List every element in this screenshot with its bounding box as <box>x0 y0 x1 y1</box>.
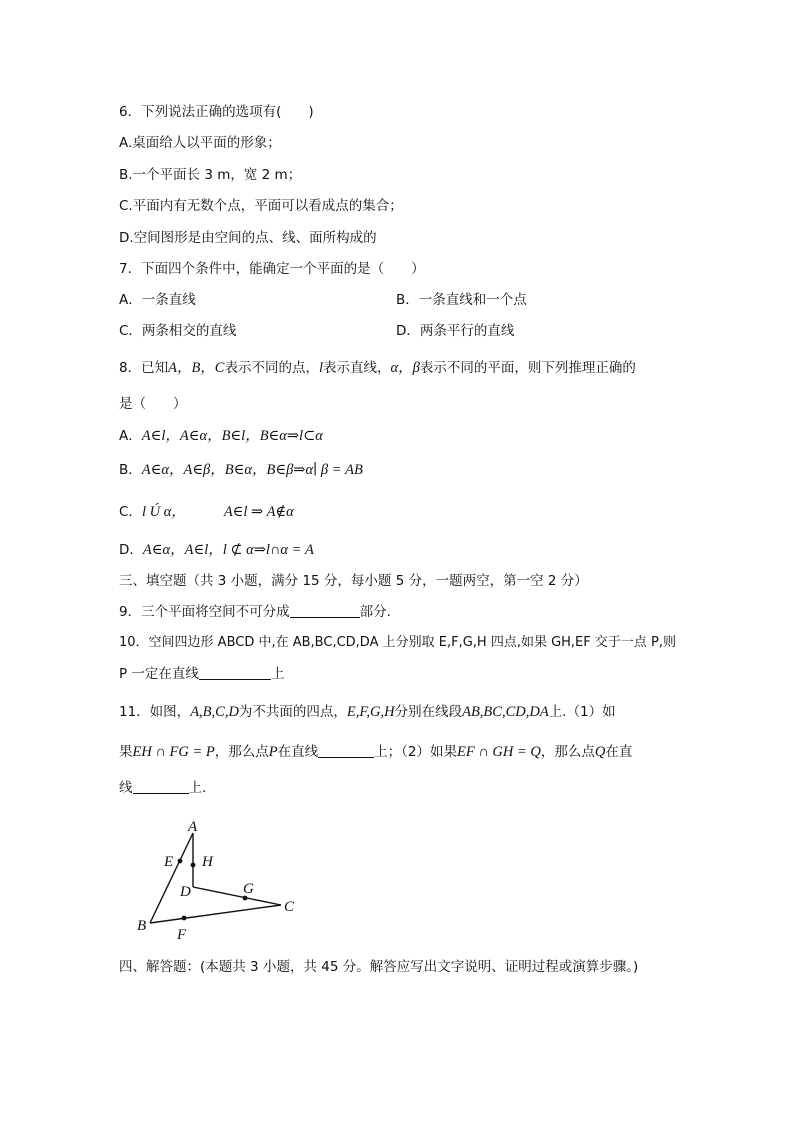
q6-stem: 6．下列说法正确的选项有( ) <box>119 104 314 120</box>
label-e: E <box>164 854 174 870</box>
q6-option-b: B.一个平面长 3 m，宽 2 m； <box>119 167 302 183</box>
point-h-dot <box>191 863 196 868</box>
q7-stem: 7．下面四个条件中，能确定一个平面的是（ ） <box>119 261 425 277</box>
q11-answer-blank-2[interactable] <box>133 779 189 794</box>
q10-line2: P 一定在直线 上 <box>119 666 285 682</box>
q7-option-c: C．两条相交的直线 <box>119 323 237 339</box>
q7-option-d: D．两条平行的直线 <box>396 323 515 339</box>
label-c: C <box>284 899 295 915</box>
q7-option-b: B．一条直线和一个点 <box>396 292 527 308</box>
point-e-dot <box>178 859 183 864</box>
label-b: B <box>137 918 147 934</box>
section-4-heading: 四、解答题：(本题共 3 小题，共 45 分。解答应写出文字说明、证明过程或演算步骤。) <box>119 959 639 975</box>
q8-option-c: C．l Ú α， A∈l ⇒ A∉α <box>119 504 294 520</box>
q10-line1: 10．空间四边形 ABCD 中,在 AB,BC,CD,DA 上分别取 E,F,G,H 四点,如果 GH,EF 交于一点 P,则 <box>119 635 676 650</box>
q8-planes: α，β <box>390 360 420 376</box>
q8-points: A，B，C <box>168 360 225 376</box>
q7-option-a: A．一条直线 <box>119 292 196 308</box>
section-3-heading: 三、填空题（共 3 小题，满分 15 分，每小题 5 分，一题两空，第一空 2 分） <box>119 573 588 589</box>
q10-answer-blank[interactable] <box>199 665 271 680</box>
q11-answer-blank-1[interactable] <box>318 743 374 758</box>
label-f: F <box>177 927 187 943</box>
q8-option-d: D．A∈α，A∈l，l ⊄ α⇒l∩α = A <box>119 542 314 558</box>
q8-option-a: A．A∈l，A∈α，B∈l，B∈α⇒l⊂α <box>119 428 323 444</box>
q8-stem-line2: 是（ ） <box>119 396 187 412</box>
q6-option-d: D.空间图形是由空间的点、线、面所构成的 <box>119 230 377 246</box>
q9: 9．三个平面将空间不可分成 部分. <box>119 604 391 620</box>
q11-line2: 果EH ∩ FG = P，那么点P在直线 上；（2）如果EF ∩ GH = Q，那么点Q在直 <box>119 744 633 760</box>
label-d: D <box>180 884 191 900</box>
label-g: G <box>243 881 254 897</box>
q11-line3: 线 上. <box>119 780 207 796</box>
segment-cd <box>193 887 281 905</box>
q8-line-l: l <box>318 360 324 376</box>
q6-option-c: C.平面内有无数个点，平面可以看成点的集合； <box>119 198 403 214</box>
q8-option-b: B．A∈α，A∈β，B∈α，B∈β⇒α∣ β = AB <box>119 462 363 478</box>
q8-stem: 8．已知A，B，C表示不同的点，l表示直线，α，β表示不同的平面，则下列推理正确的 <box>119 360 636 376</box>
q9-answer-blank[interactable] <box>290 603 360 618</box>
q6-option-a: A.桌面给人以平面的形象； <box>119 135 281 151</box>
segment-bc <box>150 905 281 923</box>
q11-figure <box>130 808 330 948</box>
label-a: A <box>188 819 198 835</box>
q11-line1: 11．如图，A,B,C,D为不共面的四点，E,F,G,H分别在线段AB,BC,CD,DA上.（1）如 <box>119 704 616 720</box>
label-h: H <box>202 854 213 870</box>
point-f-dot <box>182 916 187 921</box>
segment-ab <box>150 833 193 923</box>
